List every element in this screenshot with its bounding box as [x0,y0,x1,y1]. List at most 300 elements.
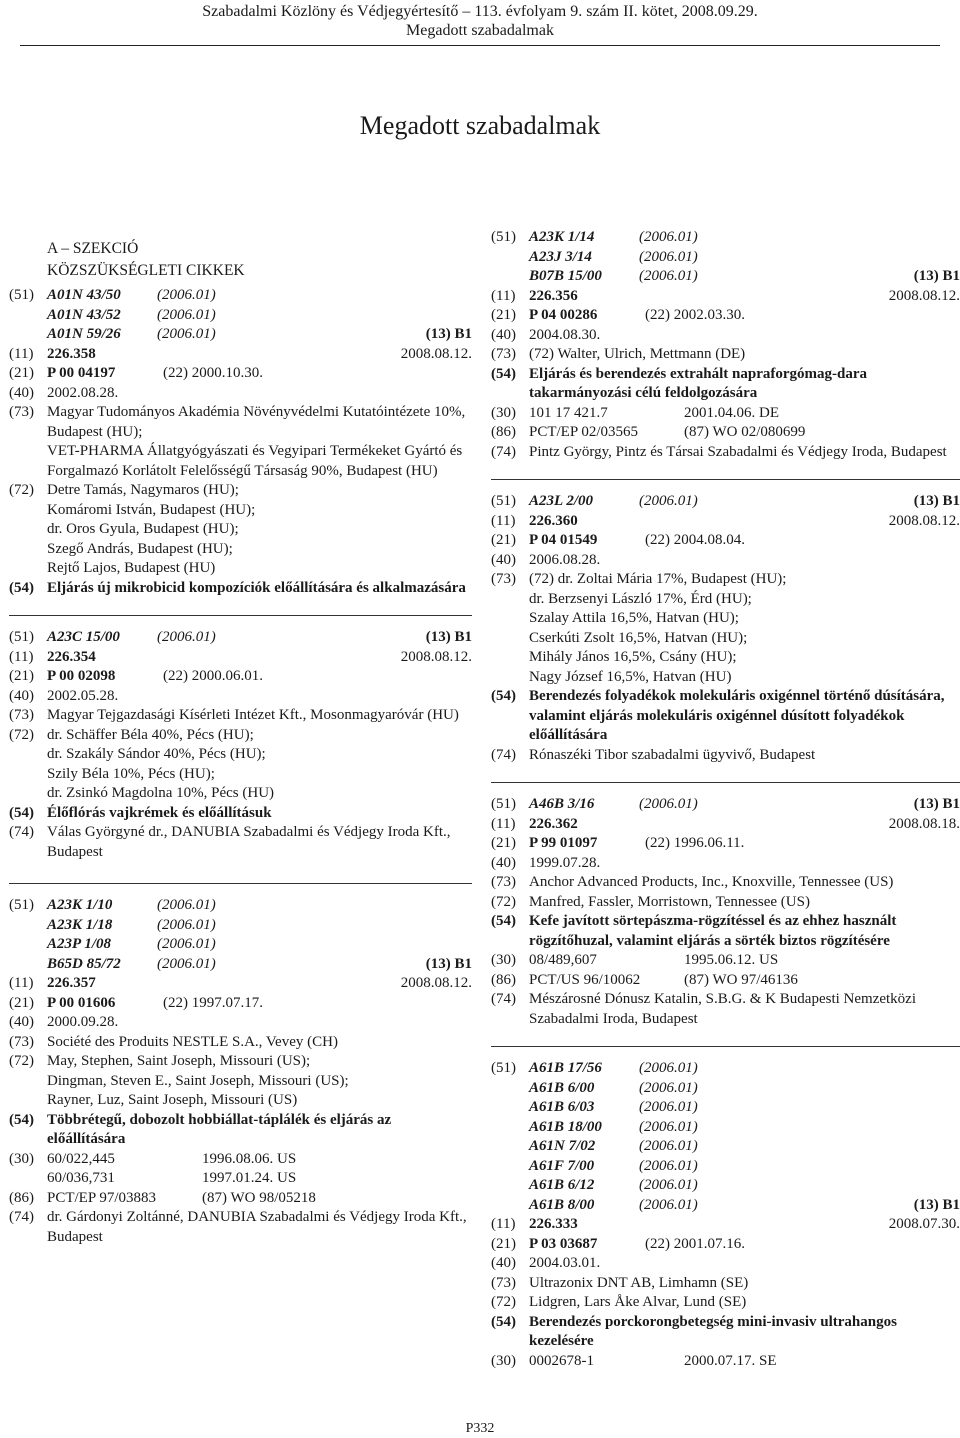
priority-row [9,1150,472,1170]
patent-number: 226.356 [529,287,578,304]
invention-title [47,804,472,824]
right-column [491,228,960,1371]
ipc-symbol: A61B 18/00 [529,1118,602,1135]
ipc-symbol: A23K 1/14 [529,229,595,245]
field-row [491,1274,960,1294]
application-line [47,364,472,384]
patent-entry [9,286,472,598]
ipc-version: (2006.01) [639,1118,698,1135]
publication-row [491,326,960,346]
field-line: Magyar Tejgazdasági Kísérleti Intézet Kft., Mosonmagyaróvár (HU) [47,707,459,723]
ipc-symbol: A61F 7/00 [529,1157,595,1174]
application-row [491,1235,960,1255]
ipc-version: (2006.01) [639,1060,698,1076]
field-code: (74) [9,1209,34,1225]
field-row [491,893,960,913]
page-number: P332 [465,1421,495,1436]
field-line: Manfred, Fassler, Morristown, Tennessee (US) [529,893,810,910]
ipc-symbol: A61B 6/03 [529,1099,595,1115]
ipc-row [491,1157,960,1177]
field-code: (72) [9,482,34,498]
pct-application: PCT/US 96/10062 [529,971,641,988]
ipc-version: (2006.01) [639,493,698,509]
ipc-version: (2006.01) [157,306,216,323]
field-line: Dingman, Steven E., Saint Joseph, Missouri (US); [47,1072,349,1089]
filing-date: (22) 2002.03.30. [645,307,745,323]
field-line: Szalay Attila 16,5%, Hatvan (HU); [529,610,739,626]
field-line: dr. Schäffer Béla 40%, Pécs (HU); [47,726,254,743]
field-code: (40) [491,1255,516,1271]
ipc-row [491,1059,960,1079]
ipc-row [491,1118,960,1138]
agent-row [491,443,960,463]
priority-row [491,404,960,424]
application-number: P 03 03687 [529,1235,598,1252]
entry-divider [491,782,960,783]
ipc-version: (2006.01) [639,1138,698,1154]
section-heading [9,238,472,282]
patent-number-line [47,648,472,668]
field-code: (40) [9,1014,34,1030]
application-row [9,994,472,1014]
field-code: (54) [9,579,34,596]
field-code [9,935,47,955]
ipc-symbol: A23K 1/10 [47,897,113,913]
field-line: Cserkúti Zsolt 16,5%, Hatvan (HU); [529,629,748,646]
kind-code [277,916,472,936]
field-line: Többrétegű, dobozolt hobbiállat-táplálék és eljárás az előállítására [47,1111,392,1147]
priority-date: 1995.06.12. US [684,952,779,968]
application-number: P 04 01549 [529,532,598,548]
field-content [47,726,472,804]
field-code: (21) [491,835,516,851]
left-column [9,238,472,1247]
application-line [47,994,472,1014]
filing-date: (22) 2000.10.30. [163,365,263,381]
publication-row [491,854,960,874]
filing-date: (22) 1997.07.17. [163,994,263,1011]
application-row [491,531,960,551]
grant-date: 2008.08.12. [888,512,960,529]
field-line: Société des Produits NESTLE S.A., Vevey (CH) [47,1033,338,1050]
pct-publication: (87) WO 97/46136 [684,971,798,988]
kind-code [277,306,472,326]
entry-divider [9,615,472,616]
publication-date: 1999.07.28. [529,854,601,871]
grant-date: 2008.08.18. [888,815,960,832]
patent-number-row [9,974,472,994]
priority-row [491,1352,960,1372]
field-code [9,306,47,326]
ipc-version: (2006.01) [639,1177,698,1193]
priority-number: 60/036,731 [47,1170,115,1186]
field-code: (21) [9,994,34,1011]
ipc-row [491,1079,960,1099]
ipc-row [491,1137,960,1157]
patent-entry [9,896,472,1247]
field-code: (21) [9,668,34,684]
ipc-symbol: A61B 6/00 [529,1079,595,1096]
field-code [491,1079,529,1099]
field-row [9,1033,472,1053]
field-line: Lidgren, Lars Åke Alvar, Lund (SE) [529,1294,747,1310]
field-code: (30) [491,1352,516,1369]
kind-code [759,1059,960,1079]
application-number: P 04 00286 [529,307,598,323]
field-code: (11) [491,1216,516,1232]
field-content [529,1293,960,1313]
field-row [491,1293,960,1313]
field-line: Berendezés folyadékok molekuláris oxigénnel történő dúsítására, valamint eljárás molekuláris oxigénnel dúsított folyadékok előállítására [529,688,945,743]
field-code: (86) [491,971,516,988]
field-code: (86) [9,1189,34,1206]
field-content [47,1052,472,1111]
field-code: (11) [9,345,34,362]
invention-title [47,579,472,599]
patent-number: 226.333 [529,1216,578,1232]
kind-code: (13) B1 [425,629,472,645]
ipc-version: (2006.01) [157,326,216,342]
field-line: May, Stephen, Saint Joseph, Missouri (US); [47,1053,311,1069]
application-number: P 00 01606 [47,994,116,1011]
ipc-version: (2006.01) [639,229,698,245]
entry-divider [491,479,960,480]
ipc-row [491,795,960,815]
ipc-row [491,267,960,287]
publication-date: 2004.08.30. [529,326,601,343]
priority-number: 0002678-1 [529,1352,594,1369]
field-code: (21) [491,1235,516,1252]
field-line: Anchor Advanced Products, Inc., Knoxville, Tennessee (US) [529,874,894,890]
section-letter: A – SZEKCIÓ [47,240,139,257]
patent-number: 226.358 [47,345,96,362]
ipc-version: (2006.01) [157,897,216,913]
field-code: (11) [9,648,34,665]
application-line [529,1235,960,1255]
publication-date: 2002.05.28. [47,687,119,704]
field-code: (73) [491,874,516,890]
patent-entry [9,628,472,862]
priority-number: 60/022,445 [47,1150,115,1167]
ipc-version: (2006.01) [639,248,698,265]
ipc-version: (2006.01) [639,268,698,284]
invention-title [47,1111,472,1150]
field-line: Komáromi István, Budapest (HU); [47,501,256,518]
kind-code: (13) B1 [913,1196,960,1213]
field-code: (51) [491,229,516,245]
patent-number-row [491,287,960,307]
ipc-row [9,955,472,975]
field-content [47,823,472,862]
field-row [491,687,960,746]
field-content [529,746,960,766]
field-code: (54) [9,804,34,821]
priority-date: 1997.01.24. US [202,1170,297,1186]
priority-date: 2001.04.06. DE [684,404,779,421]
patent-number-row [491,1215,960,1235]
patent-number-row [9,345,472,365]
field-code: (54) [491,688,516,704]
ipc-row [9,935,472,955]
field-code: (11) [491,512,516,529]
publication-date: 2006.08.28. [529,551,601,568]
ipc-symbol: A01N 43/52 [47,306,121,323]
field-code [9,1169,47,1189]
field-code [9,325,47,345]
field-line: (72) Walter, Ulrich, Mettmann (DE) [529,346,746,362]
field-row [491,873,960,893]
field-code: (30) [491,404,516,421]
ipc-symbol: A46B 3/16 [529,796,595,812]
kind-code [759,1079,960,1099]
ipc-row [9,325,472,345]
filing-date: (22) 2001.07.16. [645,1235,745,1252]
ipc-symbol: A23P 1/08 [47,936,112,952]
priority-line [529,951,960,971]
publication-row [491,551,960,571]
kind-code: (13) B1 [913,796,960,812]
patent-number-line [47,345,472,365]
priority-line [47,1169,472,1189]
application-line [529,531,960,551]
field-row [9,481,472,579]
publication-row [491,1254,960,1274]
field-code: (21) [491,307,516,323]
field-code: (73) [491,1274,516,1291]
filing-date: (22) 1996.06.11. [645,835,745,851]
pct-row [9,1189,472,1209]
agent-name: Pintz György, Pintz és Társai Szabadalmi és Védjegy Iroda, Budapest [529,443,947,460]
field-line: dr. Berzsenyi László 17%, Érd (HU); [529,590,752,607]
field-content [47,1033,472,1053]
field-code: (11) [491,815,516,832]
field-code [491,1098,529,1118]
field-row [491,746,960,766]
field-code: (73) [9,707,34,723]
ipc-version: (2006.01) [639,1196,698,1213]
field-content [47,481,472,579]
patent-number: 226.360 [529,512,578,529]
ipc-version: (2006.01) [157,287,216,303]
field-code: (74) [491,991,516,1007]
priority-date: 2000.07.17. SE [684,1352,777,1369]
field-code [491,1157,529,1177]
field-code: (51) [491,493,516,509]
field-code: (73) [491,346,516,362]
patent-number-line [47,974,472,994]
kind-code: (13) B1 [913,493,960,509]
field-line: Szegő András, Budapest (HU); [47,540,233,557]
ipc-symbol: A23K 1/18 [47,916,113,933]
ipc-row [491,1176,960,1196]
patent-number-row [491,512,960,532]
ipc-symbol: A23L 2/00 [529,493,594,509]
pct-publication: (87) WO 98/05218 [202,1189,316,1206]
field-code: (73) [9,1033,34,1050]
field-line: Ultrazonix DNT AB, Limhamn (SE) [529,1274,749,1291]
field-line: dr. Szakály Sándor 40%, Pécs (HU); [47,746,266,762]
ipc-symbol: A23J 3/14 [529,248,592,265]
application-number: P 00 02098 [47,668,116,684]
field-content [529,893,960,913]
ipc-version: (2006.01) [157,629,216,645]
patent-entry [491,795,960,1029]
right-entries [491,228,960,1371]
field-code: (40) [491,854,516,871]
grant-date: 2008.08.12. [400,648,472,665]
filing-date: (22) 2000.06.01. [163,668,263,684]
patent-entry [491,1059,960,1371]
field-line: Rejtő Lajos, Budapest (HU) [47,560,216,576]
patent-number-row [9,648,472,668]
publication-row [9,384,472,404]
field-row [9,823,472,862]
field-code [491,1196,529,1216]
field-row [9,1111,472,1150]
priority-line [529,1352,960,1372]
patent-entry [491,228,960,462]
field-line: Rayner, Luz, Saint Joseph, Missouri (US) [47,1092,298,1108]
patent-number-line [529,287,960,307]
field-code: (51) [9,629,34,645]
field-code [9,916,47,936]
ipc-version: (2006.01) [157,916,216,933]
patent-number-line [529,1215,960,1235]
ipc-symbol: A61N 7/02 [529,1138,596,1154]
kind-code [759,1118,960,1138]
field-row [9,706,472,726]
publication-date: 2000.09.28. [47,1014,119,1030]
kind-code [759,1176,960,1196]
field-line: Eljárás új mikrobicid kompozíciók előállítására és alkalmazására [47,579,466,596]
field-code: (30) [9,1150,34,1167]
field-line: Rónaszéki Tibor szabadalmi ügyvivő, Budapest [529,746,816,763]
publication-row [9,1013,472,1033]
priority-row [9,1169,472,1189]
field-row [9,1052,472,1111]
invention-title [529,365,960,404]
ipc-row [491,492,960,512]
agent-row [491,990,960,1029]
application-row [491,306,960,326]
priority-row [491,951,960,971]
field-code: (73) [491,571,516,587]
field-line: Szily Béla 10%, Pécs (HU); [47,765,215,782]
kind-code: (13) B1 [425,326,472,342]
field-code: (54) [491,913,516,929]
application-number: P 99 01097 [529,835,598,851]
patent-number: 226.357 [47,975,96,991]
priority-line [47,1150,472,1170]
application-line [47,667,472,687]
ipc-row [491,1098,960,1118]
pct-application: PCT/EP 02/03565 [529,424,639,440]
field-line: Nagy József 16,5%, Hatvan (HU) [529,668,732,685]
field-code: (21) [491,532,516,548]
pct-row [491,423,960,443]
patent-number: 226.354 [47,648,96,665]
entry-divider [491,1046,960,1047]
ipc-row [9,286,472,306]
field-line: Magyar Tudományos Akadémia Növényvédelmi Kutatóintézete 10%, Budapest (HU); [47,404,466,440]
application-row [491,834,960,854]
grant-date: 2008.08.12. [888,287,960,304]
priority-number: 08/489,607 [529,952,597,968]
ipc-symbol: A23C 15/00 [47,629,120,645]
agent-name: dr. Gárdonyi Zoltánné, DANUBIA Szabadalmi és Védjegy Iroda Kft., Budapest [47,1209,467,1245]
field-code: (54) [9,1111,34,1128]
kind-code [277,286,472,306]
field-code [491,1176,529,1196]
header-divider [20,45,940,46]
field-code: (72) [491,893,516,910]
pct-line [47,1189,472,1209]
field-code: (72) [491,1294,516,1310]
field-row [491,345,960,365]
invention-title [529,1313,960,1352]
ipc-symbol: A01N 43/50 [47,287,121,303]
publication-row [9,687,472,707]
ipc-row [9,628,472,648]
field-code: (74) [491,746,516,763]
pct-application: PCT/EP 97/03883 [47,1189,157,1206]
kind-code [277,896,472,916]
field-code: (51) [491,796,516,812]
filing-date: (22) 2004.08.04. [645,532,745,548]
ipc-symbol: A61B 17/56 [529,1060,602,1076]
agent-name: Mészárosné Dónusz Katalin, S.B.G. & K Budapesti Nemzetközi Szabadalmi Iroda, Budapest [529,991,917,1027]
publication-date: 2002.08.28. [47,384,119,401]
field-content [529,570,960,687]
field-row [491,1313,960,1352]
ipc-version: (2006.01) [157,955,216,972]
ipc-symbol: B07B 15/00 [529,268,602,284]
field-code: (40) [9,687,34,704]
kind-code [759,248,960,268]
field-code: (40) [491,326,516,343]
running-header-title: Szabadalmi Közlöny és Védjegyértesítő – 113. évfolyam 9. szám II. kötet, 2008.09.29. [202,3,758,20]
field-row [9,726,472,804]
field-line: Mihály János 16,5%, Csány (HU); [529,649,737,665]
field-code: (74) [9,824,34,840]
field-row [491,365,960,404]
field-code: (21) [9,365,34,381]
kind-code: (13) B1 [913,268,960,284]
priority-line [529,404,960,424]
entry-divider [9,883,472,884]
invention-title [529,687,960,746]
ipc-row [491,1196,960,1216]
patent-number: 226.362 [529,815,578,832]
kind-code [759,228,960,248]
ipc-symbol: A01N 59/26 [47,326,121,342]
kind-code [759,1137,960,1157]
ipc-version: (2006.01) [639,1079,698,1096]
field-row [491,570,960,687]
left-entries [9,286,472,1247]
field-content [529,873,960,893]
field-code: (11) [491,287,516,304]
ipc-version: (2006.01) [639,1099,698,1115]
pct-line [529,423,960,443]
field-line: dr. Oros Gyula, Budapest (HU); [47,521,239,537]
page-title: Megadott szabadalmak [359,111,601,140]
field-line: dr. Zsinkó Magdolna 10%, Pécs (HU) [47,785,275,801]
field-line: Válas Györgyné dr., DANUBIA Szabadalmi és Védjegy Iroda Kft., Budapest [47,824,451,860]
kind-code [759,1098,960,1118]
application-line [529,306,960,326]
application-line [529,834,960,854]
